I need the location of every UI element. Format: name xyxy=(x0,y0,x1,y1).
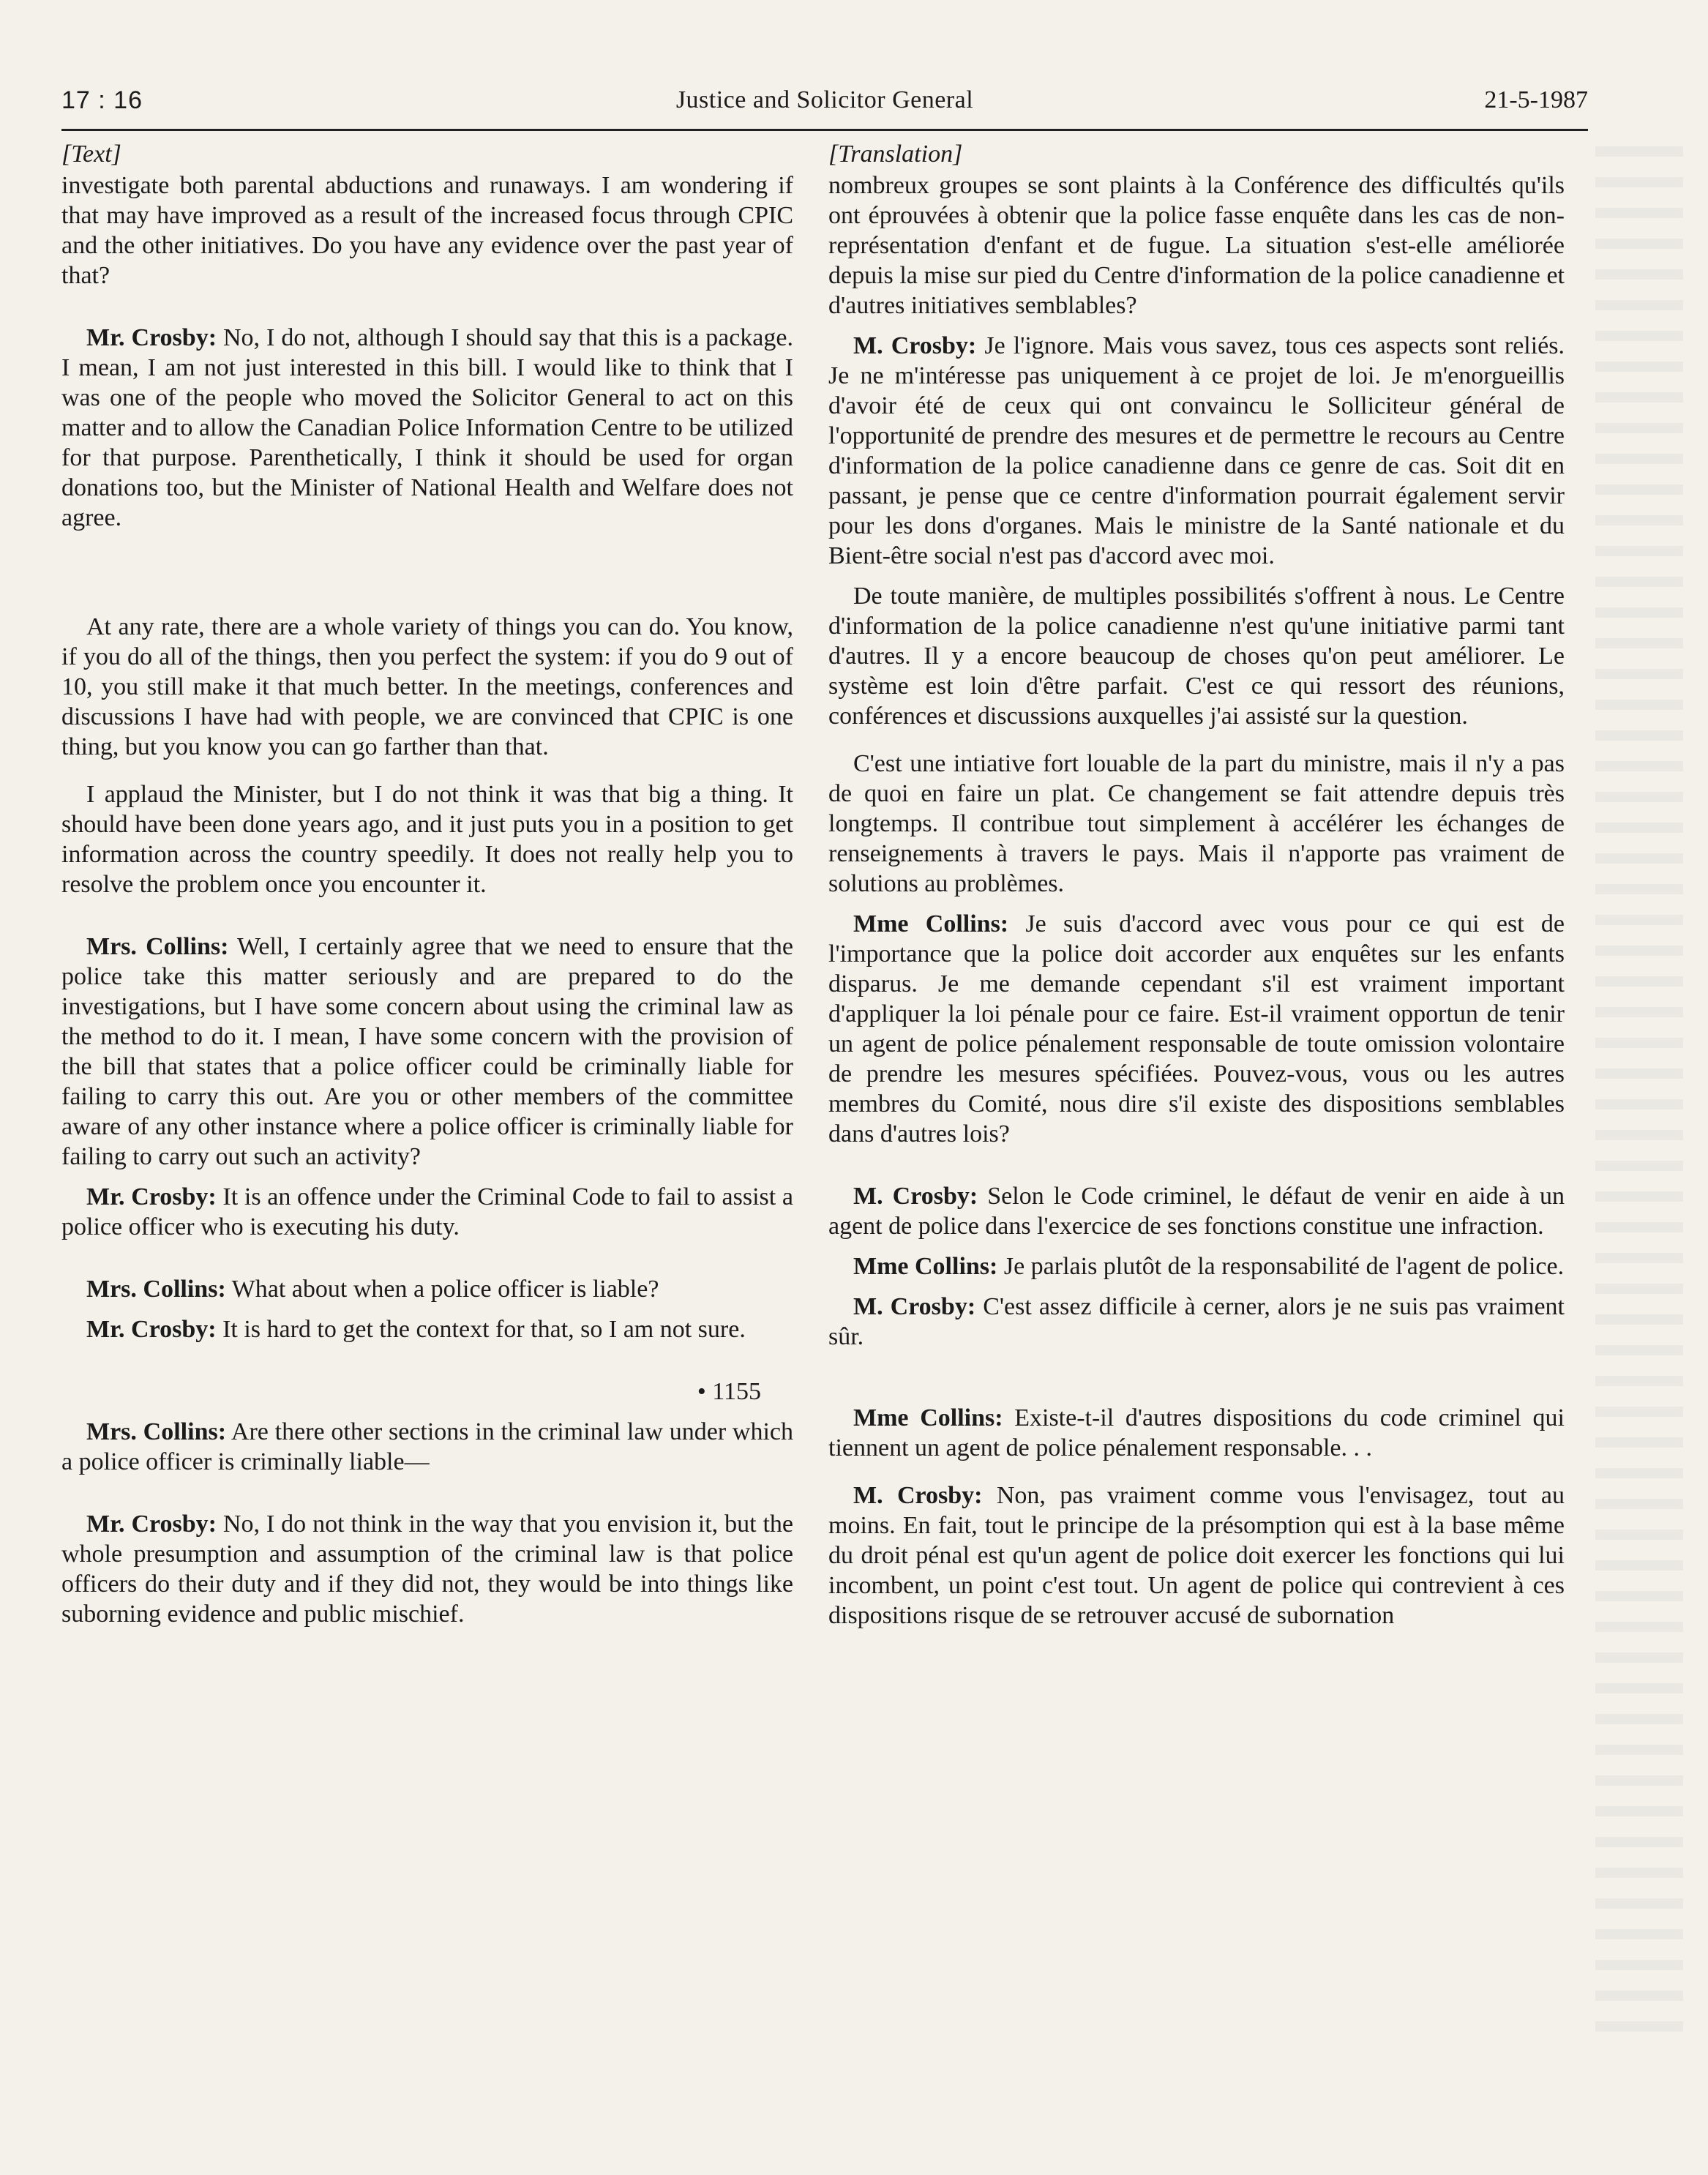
speech-text: Are there other sections in the criminal law under which a police officer is criminally liable— xyxy=(61,1418,793,1475)
english-column xyxy=(61,139,793,1629)
speaker-name: M. Crosby: xyxy=(853,1183,978,1210)
speech-text: No, I do not, although I should say that this is a package. I mean, I am not just interested in this bill. I would like to think that I was one of the people who moved the Solicitor General to act on this matter and to allow the Canadian Police Information Centre to be utilized for that purpose. Parenthetically, I think it should be used for organ donations too, but the Minister of National Health and Welfare does not agree. xyxy=(61,324,793,531)
french-column xyxy=(828,139,1565,1631)
speech xyxy=(828,1292,1565,1352)
speaker-name: Mr. Crosby: xyxy=(86,1510,217,1538)
speech-text: Selon le Code criminel, le défaut de venir en aide à un agent de police dans l'exercice de ses fonctions constitue une infraction. xyxy=(828,1183,1565,1240)
speech-text: Je parlais plutôt de la responsabilité de l'agent de police. xyxy=(997,1253,1565,1280)
page-date: 21-5-1987 xyxy=(1484,86,1588,113)
speech xyxy=(828,331,1565,571)
speaker-name: Mrs. Collins: xyxy=(86,1276,226,1303)
speech xyxy=(828,1403,1565,1463)
speech-text: No, I do not think in the way that you envision it, but the whole presumption and assumption of the criminal law is that police officers do their duty and if they did not, they would be into things like suborning evidence and public mischief. xyxy=(61,1510,793,1628)
speaker-name: M. Crosby: xyxy=(853,1482,983,1509)
speech xyxy=(828,909,1565,1149)
speaker-name: Mr. Crosby: xyxy=(86,1316,217,1343)
speaker-name: Mme Collins: xyxy=(853,1404,1003,1431)
paragraph: C'est une intiative fort louable de la part du ministre, mais il n'y a pas de quoi en faire un plat. Ce changement se fait attendre depuis très longtemps. Il contribue tout simplement à accélérer les échanges de renseignements à travers le pays. Mais il n'apporte pas vraiment de solutions au problèmes. xyxy=(828,750,1565,897)
speech xyxy=(61,1274,793,1304)
paragraph: I applaud the Minister, but I do not think it was that big a thing. It should have been done years ago, and it just puts you in a position to get information across the country speedily. It does not really help you to resolve the problem once you encounter it. xyxy=(61,781,793,898)
speaker-name: Mr. Crosby: xyxy=(86,324,217,351)
speech-text: It is an offence under the Criminal Code to fail to assist a police officer who is executing his duty. xyxy=(61,1183,794,1240)
paragraph: nombreux groupes se sont plaints à la Conférence des difficultés qu'ils ont éprouvées à obtenir que la police fasse enquête dans les cas de non-représentation d'enfant et de fugue. La situation s'est-elle améliorée depuis la mise sur pied du Centre d'information de la police canadienne et d'autres initiatives semblables? xyxy=(828,172,1565,319)
speaker-name: Mme Collins: xyxy=(853,910,1009,937)
speech xyxy=(61,1509,793,1629)
speech-text: C'est assez difficile à cerner, alors je ne suis pas vraiment sûr. xyxy=(828,1293,1565,1350)
speaker-name: M. Crosby: xyxy=(853,1293,976,1320)
column-label: [Text] xyxy=(61,141,121,168)
speech-text: Non, pas vraiment comme vous l'envisagez, tout au moins. En fait, tout le principe de la présomption qui est à la base même du droit pénal est qu'un agent de police doit exercer les fonctions qui lui incombent, un point c'est tout. Un agent de police qui contrevient à ces dispositions risque de se retrouver accusé de subornation xyxy=(828,1482,1565,1629)
speech-text: It is hard to get the context for that, so I am not sure. xyxy=(216,1316,746,1343)
speech-text: Je suis d'accord avec vous pour ce qui est de l'importance que la police doit accorder aux enquêtes sur les enfants disparus. Je me demande cependant s'il est vraiment important d'appliquer la loi pénale pour ce faire. Est-il vraiment opportun de tenir un agent de police pénalement responsable de toute omission volontaire de prendre les mesures spécifiées. Pouvez-vous, vous ou les autres membres du Comité, nous dire s'il existe des dispositions semblables dans d'autres lois? xyxy=(828,910,1565,1148)
speech-text: Existe-t-il d'autres dispositions du code criminel qui tiennent un agent de police pénalement responsable. . . xyxy=(828,1404,1565,1461)
speaker-name: Mme Collins: xyxy=(853,1253,998,1280)
speech-text: Je l'ignore. Mais vous savez, tous ces aspects sont reliés. Je ne m'intéresse pas uniquement à ce projet de loi. Je m'enorgueillis d'avoir été de ceux qui ont convaincu le Solliciteur général de l'opportunité de prendre des mesures et de permettre le recours au Centre d'information de la police canadienne dans ce genre de cas. Soit dit en passant, je pense que ce centre d'information pourrait également servir pour les dons d'organes. Mais le ministre de la Santé nationale et du Bient-être social n'est pas d'accord avec moi. xyxy=(828,332,1565,569)
speaker-name: Mr. Crosby: xyxy=(86,1183,217,1210)
time-marker: • 1155 xyxy=(697,1378,761,1405)
speaker-name: M. Crosby: xyxy=(853,332,977,359)
show-through xyxy=(1595,146,1683,2049)
speech xyxy=(61,1182,793,1242)
paragraph: investigate both parental abductions and runaways. I am wondering if that may have improved as a result of the increased focus through CPIC and the other initiatives. Do you have any evidence over the past year of that? xyxy=(61,172,793,289)
column-label: [Translation] xyxy=(828,141,963,168)
paragraph: De toute manière, de multiples possibilités s'offrent à nous. Le Centre d'information de la police canadienne n'est qu'une initiative parmi tant d'autres. Il y a encore beaucoup de choses qu'on peut améliorer. Le système est loin d'être parfait. C'est ce qui ressort des réunions, conférences et discussions auxquelles j'ai assisté sur la question. xyxy=(828,583,1565,730)
speaker-name: Mrs. Collins: xyxy=(86,1418,227,1445)
speech xyxy=(828,1480,1565,1631)
speech xyxy=(828,1251,1565,1281)
page-number: 17 : 16 xyxy=(61,86,143,114)
running-header xyxy=(61,86,1588,131)
speech-text: What about when a police officer is liable? xyxy=(225,1276,659,1303)
publication-title: Justice and Solicitor General xyxy=(675,86,974,113)
speaker-name: Mrs. Collins: xyxy=(86,933,229,960)
speech xyxy=(61,1417,793,1477)
paragraph: At any rate, there are a whole variety of things you can do. You know, if you do all of the things, then you perfect the system: if you do 9 out of 10, you still make it that much better. In the meetings, conferences and discussions I have had with people, we are convinced that CPIC is one thing, but you know you can go farther than that. xyxy=(61,613,793,760)
speech-text: Well, I certainly agree that we need to ensure that the police take this matter seriously and are prepared to do the investigations, but I have some concern about using the criminal law as the method to do it. I mean, I have some concern with the provision of the bill that states that a police officer could be criminally liable for failing to carry this out. Are you or other members of the committee aware of any other instance where a police officer is criminally liable for failing to carry out such an activity? xyxy=(61,933,793,1170)
speech xyxy=(828,1181,1565,1241)
speech xyxy=(61,1314,793,1344)
speech xyxy=(61,932,793,1172)
speech xyxy=(61,323,793,533)
